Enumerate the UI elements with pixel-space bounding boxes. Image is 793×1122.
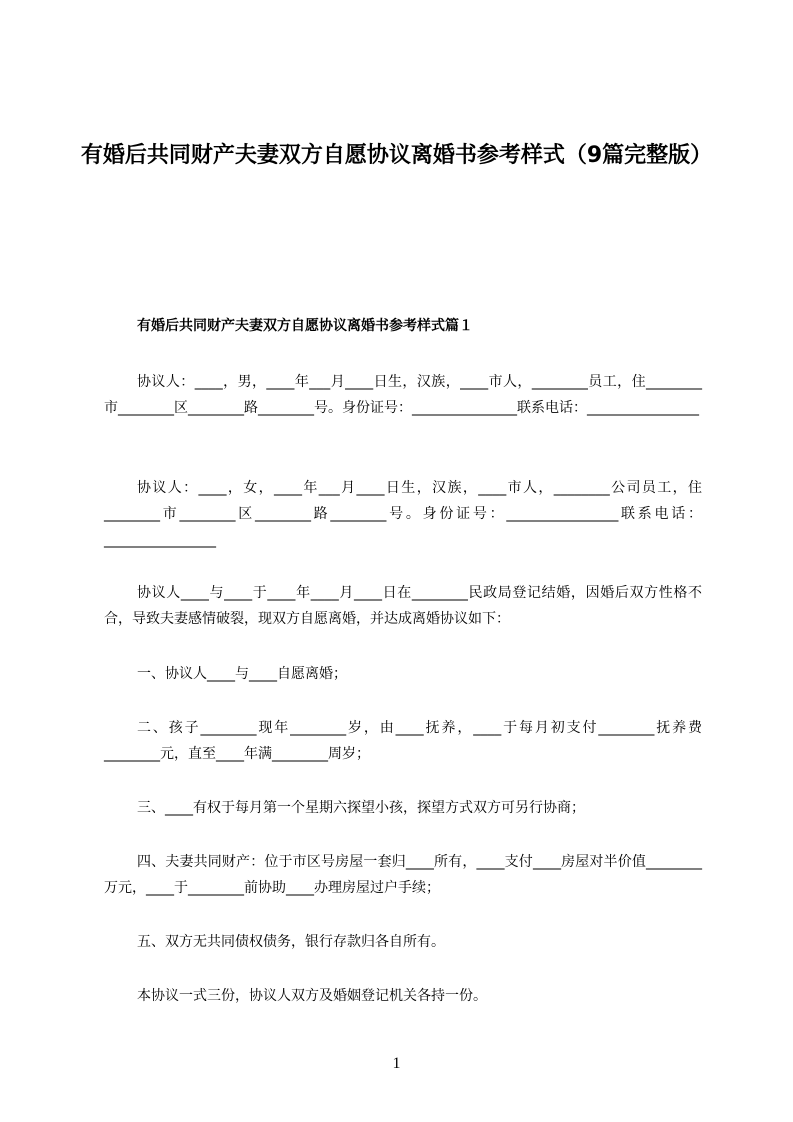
paragraph-marriage-intro: 协议人____与____于____年____月____日在________民政局登记结婚，因婚后双方性格不合，导致夫妻感情破裂，现双方自愿离婚，并达成离婚协议如下： (104, 585, 702, 627)
page-number: 1 (392, 1055, 401, 1072)
document-title: 有婚后共同财产夫妻双方自愿协议离婚书参考样式（9篇完整版） (80, 143, 713, 168)
paragraph-party-male: 协议人：____，男，____年___月____日生，汉族，____市人，________员工，住________市________区________路________号。身份证号：_______________联系电话：________________ (104, 374, 702, 416)
closing-paragraph: 本协议一式三份，协议人双方及婚姻登记机关各持一份。 (137, 988, 487, 1004)
clause-1: 一、协议人____与____自愿离婚； (137, 666, 347, 682)
clause-4: 四、夫妻共同财产：位于市区号房屋一套归____所有，____支付____房屋对半价值________万元，____于________前协助____办理房屋过户手续； (104, 854, 702, 896)
clause-2: 二、孩子________现年________岁，由____抚养，____于每月初支付________抚养费________元，直至____年满________周岁； (104, 720, 702, 762)
clause-3: 三、____有权于每月第一个星期六探望小孩，探望方式双方可另行协商； (137, 800, 585, 816)
paragraph-party-female: 协议人：____，女，____年___月____日生，汉族，____市人，________公司员工，住________市________区________路________号。身份证号：________________联系电话：________________ (104, 480, 702, 548)
clause-5: 五、双方无共同债权债务，银行存款归各自所有。 (137, 934, 445, 950)
section-heading: 有婚后共同财产夫妻双方自愿协议离婚书参考样式篇１ (137, 318, 473, 334)
